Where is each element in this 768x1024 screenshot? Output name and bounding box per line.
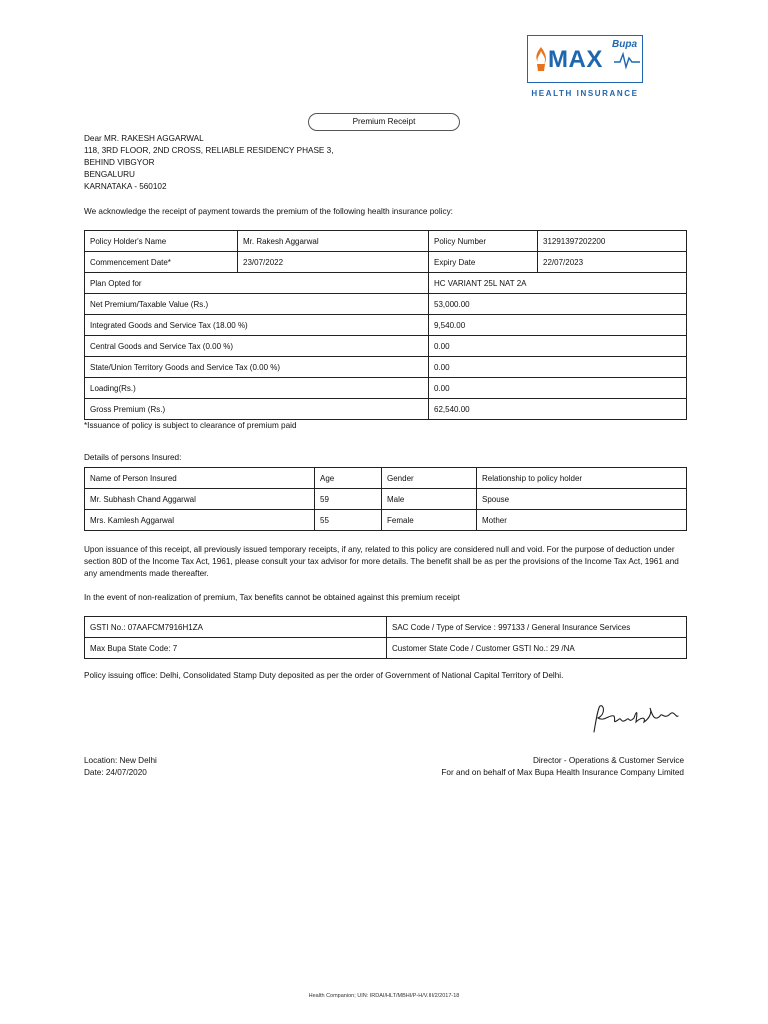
gst-table — [84, 616, 687, 659]
gross-premium-label: Gross Premium (Rs.) — [85, 399, 429, 420]
issuance-note: *Issuance of policy is subject to clearance of premium paid — [84, 421, 297, 430]
table-row — [85, 294, 687, 315]
igst-label: Integrated Goods and Service Tax (18.00 %) — [85, 315, 429, 336]
insured-name: Mrs. Kamlesh Aggarwal — [85, 510, 315, 531]
table-row — [85, 357, 687, 378]
logo-brand: MAX — [548, 46, 603, 73]
customer-state-code: Customer State Code / Customer GSTI No.: 29 /NA — [387, 638, 687, 659]
insured-gender: Male — [382, 489, 477, 510]
table-row — [85, 489, 687, 510]
column-header: Relationship to policy holder — [477, 468, 687, 489]
table-row — [85, 231, 687, 252]
insured-age: 59 — [315, 489, 382, 510]
table-row — [85, 617, 687, 638]
premium-label: Net Premium/Taxable Value (Rs.) — [85, 294, 429, 315]
logo-partner: Bupa — [612, 39, 637, 50]
insured-gender: Female — [382, 510, 477, 531]
company-logo — [527, 35, 643, 99]
sac-code: SAC Code / Type of Service : 997133 / General Insurance Services — [387, 617, 687, 638]
table-row — [85, 378, 687, 399]
table-row — [85, 638, 687, 659]
acknowledgement-text: We acknowledge the receipt of payment towards the premium of the following health insurance policy: — [84, 207, 453, 216]
document-title: Premium Receipt — [308, 113, 460, 131]
recipient-address — [84, 133, 334, 193]
persons-heading: Details of persons Insured: — [84, 453, 182, 462]
date: Date: 24/07/2020 — [84, 768, 147, 777]
address-line: Dear MR. RAKESH AGGARWAL — [84, 134, 204, 143]
cgst-label: Central Goods and Service Tax (0.00 %) — [85, 336, 429, 357]
table-row — [85, 336, 687, 357]
sgst-label: State/Union Territory Goods and Service Tax (0.00 %) — [85, 357, 429, 378]
table-row — [85, 315, 687, 336]
loading-label: Loading(Rs.) — [85, 378, 429, 399]
cgst-value: 0.00 — [429, 336, 687, 357]
issuing-office: Policy issuing office: Delhi, Consolidated Stamp Duty deposited as per the order of Government of National Capital Territory of Delhi. — [84, 671, 564, 680]
gstin: GSTI No.: 07AAFCM7916H1ZA — [85, 617, 387, 638]
signature — [590, 700, 682, 740]
commencement-value: 23/07/2022 — [238, 252, 429, 273]
director-company: For and on behalf of Max Bupa Health Insurance Company Limited — [441, 768, 684, 777]
expiry-label: Expiry Date — [429, 252, 538, 273]
director-block — [404, 755, 684, 779]
insured-relationship: Spouse — [477, 489, 687, 510]
heartbeat-icon — [614, 50, 640, 70]
expiry-value: 22/07/2023 — [538, 252, 687, 273]
disclaimer-paragraph: Upon issuance of this receipt, all previously issued temporary receipts, if any, related to this policy are considered null and void. For the purpose of deduction under section 80D of the Income Tax Act, 1961, please consult your tax advisor for more details. The benefit shall be as per the provisions of the Income Tax Act, 1961 and any amendments made thereafter. — [84, 545, 679, 578]
sgst-value: 0.00 — [429, 357, 687, 378]
policy-number-value: 31291397202200 — [538, 231, 687, 252]
gross-premium-value: 62,540.00 — [429, 399, 687, 420]
address-line: KARNATAKA - 560102 — [84, 182, 167, 191]
column-header: Name of Person Insured — [85, 468, 315, 489]
loading-value: 0.00 — [429, 378, 687, 399]
table-row — [85, 399, 687, 420]
address-line: 118, 3RD FLOOR, 2ND CROSS, RELIABLE RESIDENCY PHASE 3, — [84, 146, 334, 155]
insured-relationship: Mother — [477, 510, 687, 531]
plan-label: Plan Opted for — [85, 273, 429, 294]
persons-table — [84, 467, 687, 531]
address-line: BEHIND VIBGYOR — [84, 158, 155, 167]
location-date — [84, 755, 157, 779]
insured-name: Mr. Subhash Chand Aggarwal — [85, 489, 315, 510]
column-header: Gender — [382, 468, 477, 489]
table-row — [85, 252, 687, 273]
holder-value: Mr. Rakesh Aggarwal — [238, 231, 429, 252]
table-row — [85, 273, 687, 294]
commencement-label: Commencement Date* — [85, 252, 238, 273]
table-row — [85, 510, 687, 531]
policy-number-label: Policy Number — [429, 231, 538, 252]
location: Location: New Delhi — [84, 756, 157, 765]
flame-icon — [534, 46, 548, 72]
policy-table — [84, 230, 687, 420]
premium-value: 53,000.00 — [429, 294, 687, 315]
address-line: BENGALURU — [84, 170, 135, 179]
logo-box — [527, 35, 643, 83]
table-header-row — [85, 468, 687, 489]
director-title: Director - Operations & Customer Service — [532, 756, 684, 765]
igst-value: 9,540.00 — [429, 315, 687, 336]
holder-label: Policy Holder's Name — [85, 231, 238, 252]
state-code: Max Bupa State Code: 7 — [85, 638, 387, 659]
logo-subtitle: HEALTH INSURANCE — [531, 89, 639, 98]
plan-value: HC VARIANT 25L NAT 2A — [429, 273, 687, 294]
column-header: Age — [315, 468, 382, 489]
footer-uin: Health Companion; UIN: IRDAI/HLT/MBHI/P-H/V.III/2/2017-18 — [308, 993, 460, 999]
non-realization-note: In the event of non-realization of premium, Tax benefits cannot be obtained against this premium receipt — [84, 593, 460, 602]
insured-age: 55 — [315, 510, 382, 531]
